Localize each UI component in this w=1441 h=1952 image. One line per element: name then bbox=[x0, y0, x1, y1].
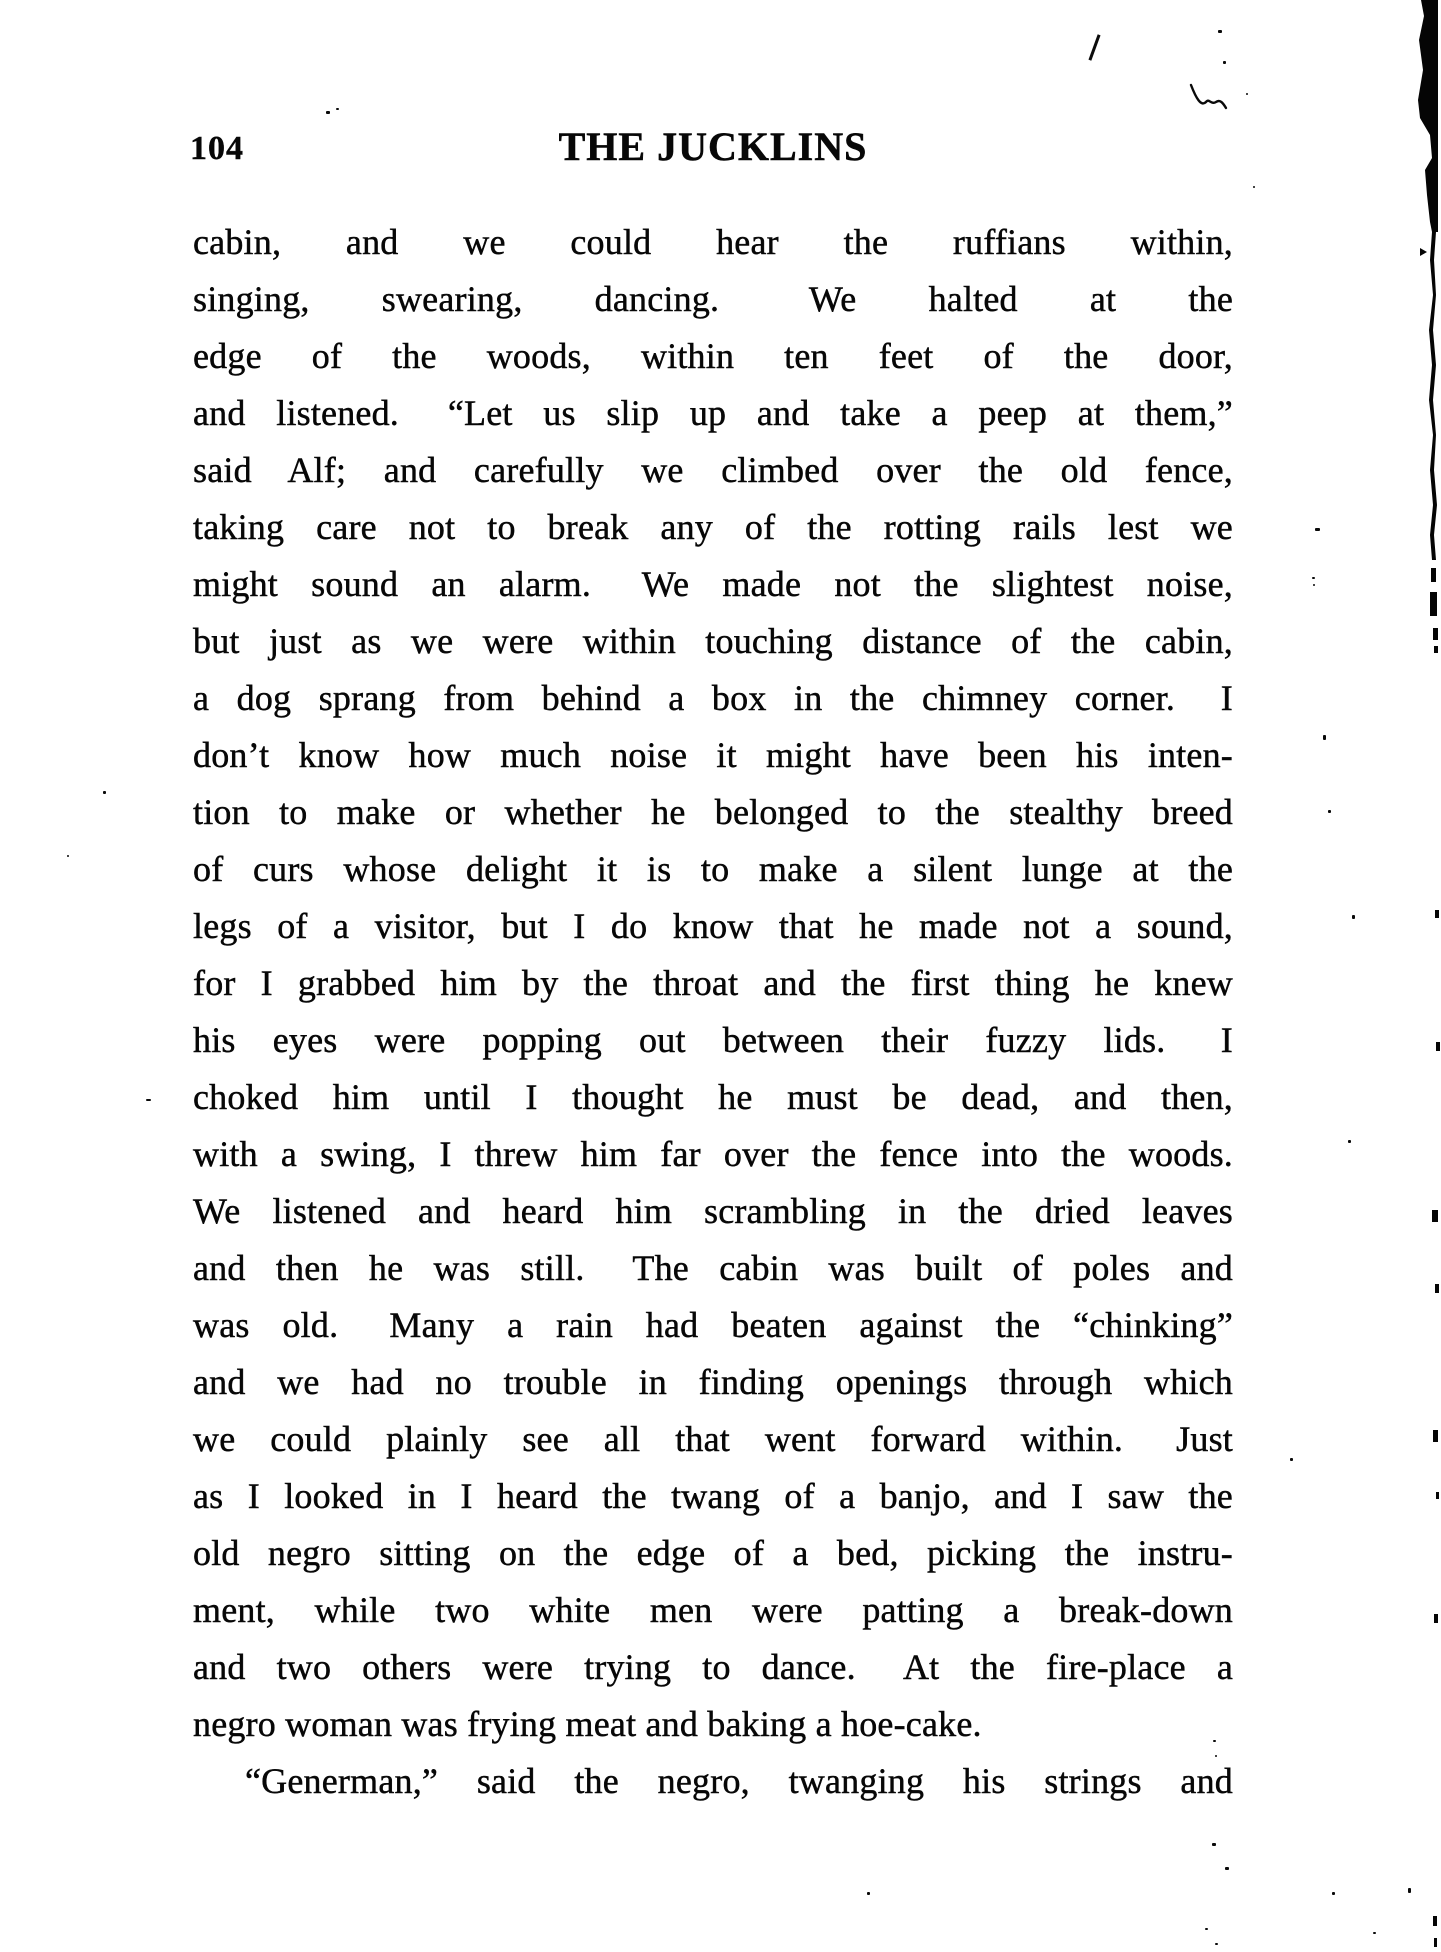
scan-speck bbox=[1215, 1755, 1217, 1757]
scan-speck bbox=[1352, 915, 1355, 919]
slash-scan-mark bbox=[1088, 34, 1100, 60]
scan-speck bbox=[1212, 1843, 1216, 1846]
text-line: for I grabbed him by the throat and the first thing he knew bbox=[193, 963, 1233, 1003]
text-line: cabin, and we could hear the ruffians within, bbox=[193, 222, 1233, 262]
text-line: with a swing, I threw him far over the fence into the woods. bbox=[193, 1134, 1233, 1174]
scan-speck bbox=[67, 855, 69, 857]
scan-speck bbox=[1328, 810, 1331, 813]
running-header: THE JUCKLINS bbox=[558, 124, 868, 169]
text-line: choked him until I thought he must be dead, and then, bbox=[193, 1077, 1233, 1117]
text-line: and then he was still. The cabin was built of poles and bbox=[193, 1248, 1233, 1288]
scan-speck bbox=[1246, 93, 1248, 95]
scan-speck bbox=[1225, 1867, 1229, 1870]
scan-speck bbox=[103, 791, 106, 794]
text-line: but just as we were within touching distance of the cabin, bbox=[193, 621, 1233, 661]
scan-speck bbox=[1213, 1740, 1216, 1742]
text-line: and two others were trying to dance. At the fire-place a bbox=[193, 1647, 1233, 1687]
text-line: of curs whose delight it is to make a silent lunge at the bbox=[193, 849, 1233, 889]
text-line: tion to make or whether he belonged to the stealthy breed bbox=[193, 792, 1233, 832]
text-line: and we had no trouble in finding openings through which bbox=[193, 1362, 1233, 1402]
text-line: we could plainly see all that went forward within. Just bbox=[193, 1419, 1233, 1459]
text-line: negro woman was frying meat and baking a hoe-cake. bbox=[193, 1704, 982, 1744]
text-line: old negro sitting on the edge of a bed, picking the instru- bbox=[193, 1533, 1233, 1573]
scan-speck bbox=[1315, 528, 1320, 531]
text-line: said Alf; and carefully we climbed over the old fence, bbox=[193, 450, 1233, 490]
scan-speck bbox=[1408, 1888, 1411, 1893]
scan-speck bbox=[1290, 1458, 1293, 1461]
scan-speck bbox=[1313, 584, 1315, 586]
text-line: singing, swearing, dancing. We halted at the bbox=[193, 279, 1233, 319]
squiggle-scan-mark bbox=[1188, 80, 1232, 124]
scan-speck bbox=[146, 1099, 151, 1101]
text-line: a dog sprang from behind a box in the chimney corner. I bbox=[193, 678, 1233, 718]
text-line: his eyes were popping out between their fuzzy lids. I bbox=[193, 1020, 1233, 1060]
binding-edge-artifact bbox=[1417, 0, 1441, 1952]
text-line: edge of the woods, within ten feet of the door, bbox=[193, 336, 1233, 376]
scan-speck bbox=[1215, 1943, 1218, 1945]
text-line: don’t know how much noise it might have been his inten- bbox=[193, 735, 1233, 775]
text-line: “Generman,” said the negro, twanging his strings and bbox=[245, 1761, 1233, 1801]
text-line: as I looked in I heard the twang of a banjo, and I saw the bbox=[193, 1476, 1233, 1516]
scan-speck bbox=[1348, 1140, 1351, 1143]
text-lines bbox=[193, 214, 1233, 1810]
text-line: and listened. “Let us slip up and take a peep at them,” bbox=[193, 393, 1233, 433]
text-line: legs of a visitor, but I do know that he made not a sound, bbox=[193, 906, 1233, 946]
text-line: ment, while two white men were patting a break-down bbox=[193, 1590, 1233, 1630]
scan-speck bbox=[336, 108, 339, 110]
scan-speck bbox=[1312, 577, 1315, 579]
text-line: was old. Many a rain had beaten against the “chinking” bbox=[193, 1305, 1233, 1345]
page-number: 104 bbox=[190, 130, 244, 167]
text-line: taking care not to break any of the rotting rails lest we bbox=[193, 507, 1233, 547]
scan-speck bbox=[1373, 1932, 1376, 1934]
scan-speck bbox=[1323, 735, 1326, 740]
scan-speck bbox=[1253, 186, 1255, 188]
scan-speck bbox=[1205, 1928, 1208, 1930]
scan-speck bbox=[1223, 61, 1226, 64]
scan-speck bbox=[1218, 30, 1222, 33]
scan-speck bbox=[326, 111, 330, 114]
text-line: We listened and heard him scrambling in the dried leaves bbox=[193, 1191, 1233, 1231]
scan-speck bbox=[867, 1892, 870, 1895]
scan-speck bbox=[1332, 1892, 1335, 1895]
text-line: might sound an alarm. We made not the slightest noise, bbox=[193, 564, 1233, 604]
